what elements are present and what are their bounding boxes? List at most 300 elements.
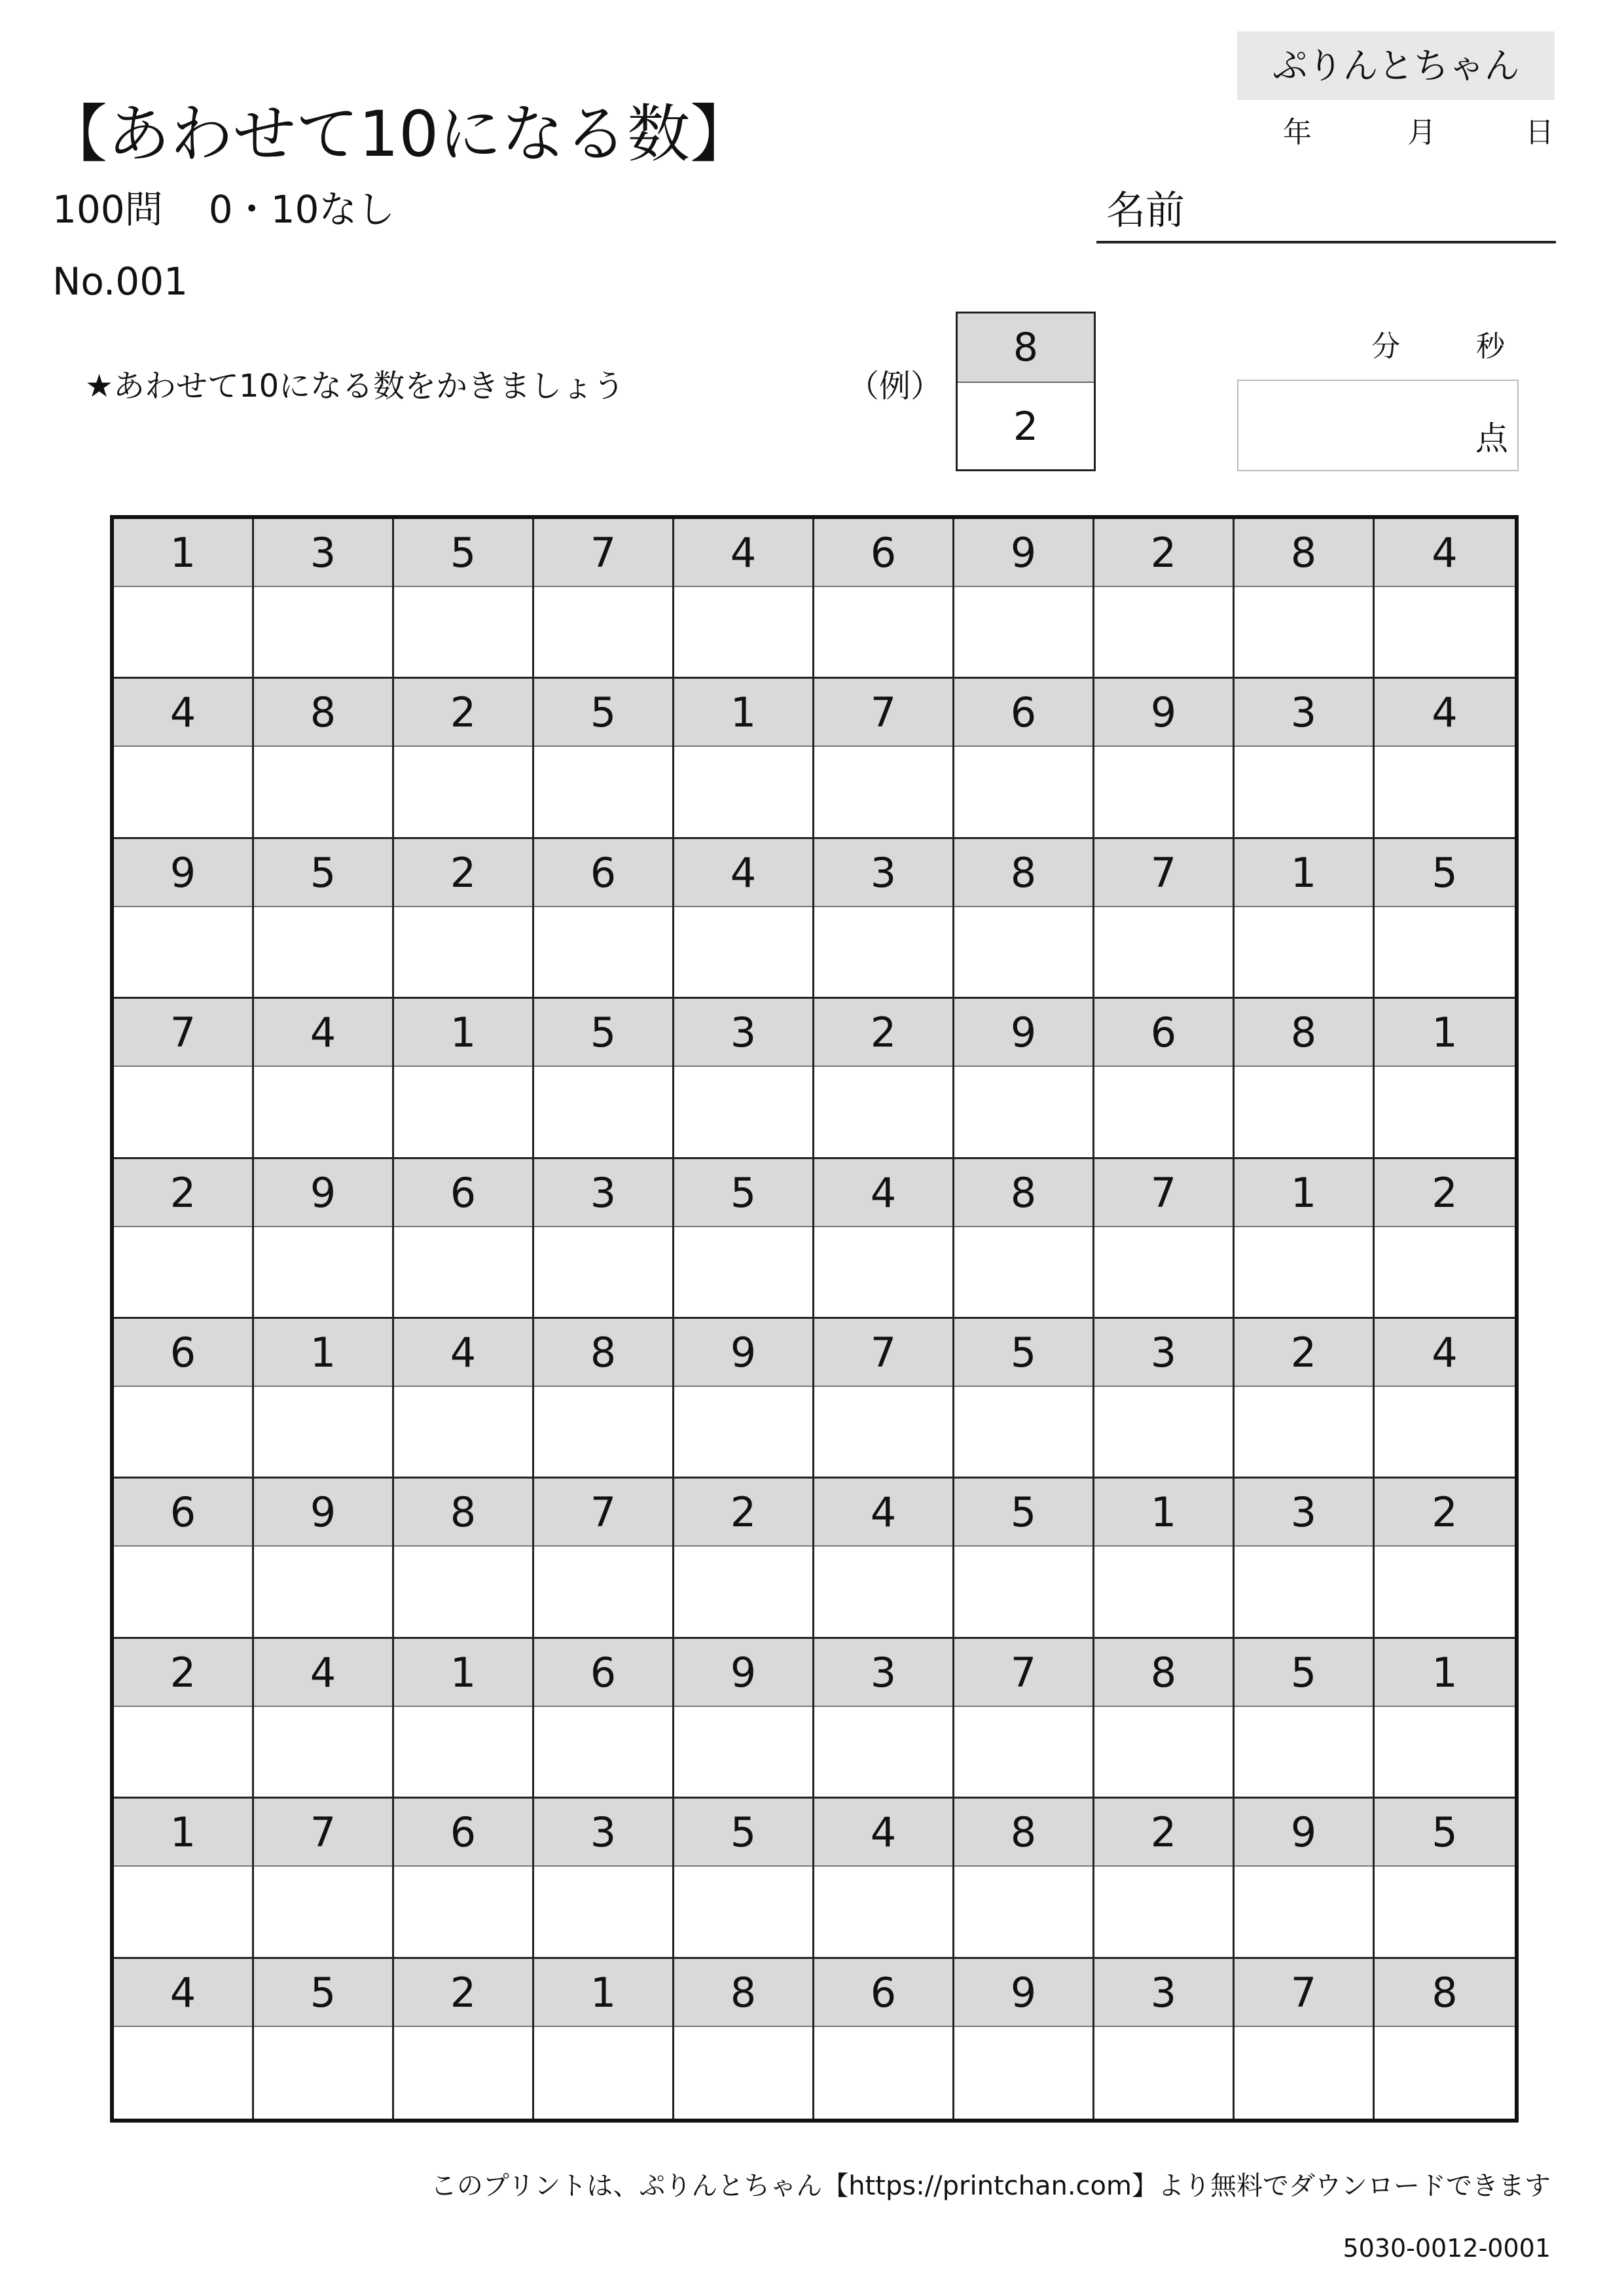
problem-number: 1 <box>1094 1479 1233 1547</box>
answer-box[interactable] <box>394 1547 532 1636</box>
answer-box[interactable] <box>254 1387 392 1477</box>
problem-cell <box>814 1159 954 1319</box>
answer-box[interactable] <box>674 1227 812 1317</box>
problem-number: 7 <box>814 679 952 747</box>
problem-number: 5 <box>674 1159 812 1227</box>
answer-box[interactable] <box>394 2027 532 2119</box>
answer-box[interactable] <box>954 1867 1092 1956</box>
problem-cell <box>814 1319 954 1479</box>
answer-box[interactable] <box>814 1227 952 1317</box>
problem-number: 3 <box>1094 1319 1233 1387</box>
problem-cell <box>674 1159 814 1319</box>
answer-box[interactable] <box>254 587 392 677</box>
answer-box[interactable] <box>394 1067 532 1157</box>
answer-box[interactable] <box>1094 2027 1233 2119</box>
answer-box[interactable] <box>394 1227 532 1317</box>
problem-cell <box>254 839 394 999</box>
problem-number: 4 <box>114 679 252 747</box>
example-answer: 2 <box>1013 404 1039 450</box>
answer-box[interactable] <box>1094 1387 1233 1477</box>
answer-box[interactable] <box>114 587 252 677</box>
problem-number: 4 <box>1375 519 1515 587</box>
problem-cell <box>1235 519 1375 679</box>
date-month-label: 月 <box>1407 116 1436 149</box>
problem-number: 1 <box>394 999 532 1067</box>
problem-cell <box>814 519 954 679</box>
answer-box[interactable] <box>394 587 532 677</box>
problem-cell <box>1235 999 1375 1158</box>
minute-label: 分 <box>1371 330 1400 363</box>
problem-cell <box>1375 1639 1515 1799</box>
problem-number: 4 <box>814 1159 952 1227</box>
footer-code: 5030-0012-0001 <box>1343 2234 1551 2263</box>
answer-box[interactable] <box>1235 747 1373 836</box>
problem-cell <box>254 1479 394 1638</box>
problem-cell <box>534 999 674 1158</box>
problem-number: 4 <box>254 1639 392 1707</box>
problem-cell <box>954 999 1094 1158</box>
time-fields <box>1348 324 1558 370</box>
problem-cell <box>394 679 534 838</box>
answer-box[interactable] <box>254 907 392 997</box>
problem-cell <box>674 1479 814 1638</box>
problem-cell <box>254 999 394 1158</box>
problem-number: 8 <box>1235 519 1373 587</box>
problem-cell <box>1094 519 1235 679</box>
answer-box[interactable] <box>954 2027 1092 2119</box>
answer-box[interactable] <box>814 587 952 677</box>
problem-number: 9 <box>1235 1799 1373 1867</box>
problem-number: 6 <box>394 1159 532 1227</box>
problem-cell <box>954 1639 1094 1799</box>
problem-cell <box>1235 839 1375 999</box>
problem-number: 7 <box>814 1319 952 1387</box>
problem-cell <box>114 839 254 999</box>
problem-cell <box>954 679 1094 838</box>
answer-box[interactable] <box>1235 1867 1373 1956</box>
answer-box[interactable] <box>954 907 1092 997</box>
problem-cell <box>1235 1639 1375 1799</box>
problem-cell <box>1375 519 1515 679</box>
problem-number: 6 <box>1094 999 1233 1067</box>
second-label: 秒 <box>1476 330 1505 363</box>
problem-number: 5 <box>1375 839 1515 907</box>
answer-box[interactable] <box>394 907 532 997</box>
subtitle <box>52 187 395 232</box>
problem-number: 6 <box>114 1479 252 1547</box>
problem-cell <box>534 519 674 679</box>
problem-number: 9 <box>954 519 1092 587</box>
footer-note: このプリントは、ぷりんとちゃん【https://printchan.com】より無料でダウンロードできます <box>430 2171 1551 2201</box>
answer-box[interactable] <box>1375 1387 1515 1477</box>
problem-cell <box>1094 999 1235 1158</box>
example-label: （例） <box>848 368 943 404</box>
problem-number: 5 <box>674 1799 812 1867</box>
answer-box[interactable] <box>1094 1227 1233 1317</box>
answer-box[interactable] <box>1235 1387 1373 1477</box>
problem-number: 2 <box>114 1639 252 1707</box>
answer-box[interactable] <box>954 587 1092 677</box>
problem-cell <box>534 839 674 999</box>
answer-box[interactable] <box>1375 1547 1515 1636</box>
problem-number: 8 <box>534 1319 672 1387</box>
answer-box[interactable] <box>1094 907 1233 997</box>
answer-box[interactable] <box>1235 2027 1373 2119</box>
answer-box[interactable] <box>1094 1707 1233 1797</box>
problem-cell <box>114 1799 254 1958</box>
problem-number: 8 <box>954 839 1092 907</box>
problem-cell <box>814 839 954 999</box>
problem-cell <box>954 1479 1094 1638</box>
problem-cell <box>814 1799 954 1958</box>
problem-cell <box>674 1959 814 2119</box>
answer-box[interactable] <box>394 1867 532 1956</box>
problem-number: 4 <box>1375 679 1515 747</box>
problem-cell <box>954 1959 1094 2119</box>
answer-box[interactable] <box>954 1707 1092 1797</box>
problem-number: 6 <box>814 1959 952 2027</box>
problem-cell <box>534 1959 674 2119</box>
problem-number: 7 <box>1094 839 1233 907</box>
rule-note: 0・10なし <box>208 187 395 232</box>
answer-box[interactable] <box>114 1387 252 1477</box>
problem-number: 7 <box>1094 1159 1233 1227</box>
problem-cell <box>534 1159 674 1319</box>
answer-box[interactable] <box>674 1547 812 1636</box>
problem-cell <box>114 519 254 679</box>
problem-number: 3 <box>1094 1959 1233 2027</box>
problem-number: 8 <box>394 1479 532 1547</box>
problem-cell <box>1094 1159 1235 1319</box>
answer-box[interactable] <box>254 1067 392 1157</box>
answer-box[interactable] <box>1375 1707 1515 1797</box>
problem-number: 5 <box>534 999 672 1067</box>
page-title: 【あわせて10になる数】 <box>45 98 753 171</box>
problem-number: 8 <box>954 1159 1092 1227</box>
answer-box[interactable] <box>534 907 672 997</box>
answer-box[interactable] <box>1235 587 1373 677</box>
answer-box[interactable] <box>394 747 532 836</box>
problem-cell <box>394 839 534 999</box>
problem-number: 5 <box>954 1479 1092 1547</box>
problem-cell <box>1094 1959 1235 2119</box>
score-box[interactable] <box>1237 380 1519 471</box>
problem-cell <box>1375 839 1515 999</box>
problem-cell <box>1375 679 1515 838</box>
answer-box[interactable] <box>1094 1547 1233 1636</box>
problem-cell <box>1094 839 1235 999</box>
answer-box[interactable] <box>674 747 812 836</box>
problem-number: 5 <box>1375 1799 1515 1867</box>
problem-cell <box>954 839 1094 999</box>
problem-cell <box>1235 1479 1375 1638</box>
problem-cell <box>1094 1479 1235 1638</box>
problem-number: 2 <box>1094 519 1233 587</box>
question-count: 100問 <box>52 187 163 232</box>
answer-box[interactable] <box>814 2027 952 2119</box>
problem-number: 4 <box>254 999 392 1067</box>
problem-cell <box>114 1959 254 2119</box>
answer-box[interactable] <box>814 1067 952 1157</box>
problem-number: 1 <box>674 679 812 747</box>
answer-box[interactable] <box>954 1067 1092 1157</box>
problem-cell <box>394 1319 534 1479</box>
problem-number: 1 <box>1235 839 1373 907</box>
problem-cell <box>1235 1959 1375 2119</box>
answer-box[interactable] <box>674 1867 812 1956</box>
problem-cell <box>1094 1319 1235 1479</box>
problem-number: 1 <box>1235 1159 1373 1227</box>
problem-number: 4 <box>814 1479 952 1547</box>
answer-box[interactable] <box>534 747 672 836</box>
problem-number: 7 <box>534 1479 672 1547</box>
answer-box[interactable] <box>1375 1227 1515 1317</box>
answer-box[interactable] <box>254 2027 392 2119</box>
problem-number: 2 <box>674 1479 812 1547</box>
answer-box[interactable] <box>534 1867 672 1956</box>
problem-number: 8 <box>954 1799 1092 1867</box>
problem-number: 2 <box>1375 1479 1515 1547</box>
problem-cell <box>1094 1799 1235 1958</box>
problem-number: 5 <box>954 1319 1092 1387</box>
answer-box[interactable] <box>254 1227 392 1317</box>
answer-box[interactable] <box>674 587 812 677</box>
problem-cell <box>814 999 954 1158</box>
problem-number: 1 <box>254 1319 392 1387</box>
sheet-number: No.001 <box>52 259 188 304</box>
problem-number: 3 <box>534 1799 672 1867</box>
problem-cell <box>114 1639 254 1799</box>
problem-cell <box>534 679 674 838</box>
answer-box[interactable] <box>814 1867 952 1956</box>
problem-number: 7 <box>1235 1959 1373 2027</box>
answer-box[interactable] <box>1094 587 1233 677</box>
answer-box[interactable] <box>814 747 952 836</box>
problem-cell <box>674 1639 814 1799</box>
answer-box[interactable] <box>534 587 672 677</box>
answer-box[interactable] <box>254 747 392 836</box>
answer-box[interactable] <box>534 1387 672 1477</box>
problem-number: 4 <box>394 1319 532 1387</box>
example-box <box>956 312 1096 471</box>
problem-number: 1 <box>1375 1639 1515 1707</box>
problem-grid <box>110 515 1519 2123</box>
answer-box[interactable] <box>1375 1067 1515 1157</box>
problem-number: 7 <box>954 1639 1092 1707</box>
answer-box[interactable] <box>674 1707 812 1797</box>
problem-number: 9 <box>114 839 252 907</box>
date-fields <box>1283 110 1558 156</box>
answer-box[interactable] <box>1375 2027 1515 2119</box>
answer-box[interactable] <box>674 1067 812 1157</box>
problem-number: 2 <box>814 999 952 1067</box>
problem-number: 2 <box>1235 1319 1373 1387</box>
answer-box[interactable] <box>674 1387 812 1477</box>
problem-number: 8 <box>1375 1959 1515 2027</box>
problem-cell <box>1094 679 1235 838</box>
problem-number: 9 <box>954 999 1092 1067</box>
problem-number: 1 <box>1375 999 1515 1067</box>
answer-box[interactable] <box>1375 587 1515 677</box>
problem-number: 8 <box>254 679 392 747</box>
answer-box[interactable] <box>1235 1547 1373 1636</box>
example-question: 8 <box>958 314 1094 383</box>
problem-number: 9 <box>1094 679 1233 747</box>
answer-box[interactable] <box>1375 907 1515 997</box>
problem-cell <box>114 1319 254 1479</box>
problem-number: 6 <box>534 1639 672 1707</box>
answer-box[interactable] <box>1094 1867 1233 1956</box>
problem-number: 5 <box>394 519 532 587</box>
problem-cell <box>674 839 814 999</box>
answer-box[interactable] <box>674 907 812 997</box>
answer-box[interactable] <box>534 1707 672 1797</box>
problem-number: 2 <box>394 679 532 747</box>
problem-number: 3 <box>814 839 952 907</box>
answer-box[interactable] <box>1094 1067 1233 1157</box>
problem-number: 6 <box>114 1319 252 1387</box>
problem-number: 8 <box>1094 1639 1233 1707</box>
points-label: 点 <box>1475 420 1508 457</box>
problem-cell <box>814 1959 954 2119</box>
problem-cell <box>674 519 814 679</box>
problem-number: 2 <box>114 1159 252 1227</box>
answer-box[interactable] <box>534 1547 672 1636</box>
answer-box[interactable] <box>394 1387 532 1477</box>
answer-box[interactable] <box>114 1707 252 1797</box>
name-label: 名前 <box>1106 188 1185 234</box>
answer-box[interactable] <box>1094 747 1233 836</box>
problem-cell <box>394 1479 534 1638</box>
problem-cell <box>254 1159 394 1319</box>
answer-box[interactable] <box>814 907 952 997</box>
problem-number: 8 <box>1235 999 1373 1067</box>
problem-cell <box>114 999 254 1158</box>
problem-cell <box>1375 1959 1515 2119</box>
problem-cell <box>114 1479 254 1638</box>
problem-cell <box>1235 1799 1375 1958</box>
problem-number: 9 <box>954 1959 1092 2027</box>
problem-cell <box>814 1639 954 1799</box>
answer-box[interactable] <box>954 747 1092 836</box>
problem-number: 2 <box>394 1959 532 2027</box>
problem-cell <box>954 1319 1094 1479</box>
answer-box[interactable] <box>1235 1067 1373 1157</box>
problem-cell <box>1375 1319 1515 1479</box>
problem-cell <box>534 1319 674 1479</box>
problem-number: 3 <box>1235 679 1373 747</box>
problem-number: 5 <box>534 679 672 747</box>
problem-cell <box>1375 1159 1515 1319</box>
answer-box[interactable] <box>814 1547 952 1636</box>
problem-number: 7 <box>114 999 252 1067</box>
problem-cell <box>954 1799 1094 1958</box>
problem-cell <box>534 1479 674 1638</box>
problem-number: 2 <box>394 839 532 907</box>
problem-cell <box>394 999 534 1158</box>
problem-cell <box>534 1799 674 1958</box>
problem-number: 8 <box>674 1959 812 2027</box>
name-input-line[interactable] <box>1096 241 1556 243</box>
problem-cell <box>254 519 394 679</box>
problem-number: 9 <box>674 1639 812 1707</box>
problem-number: 9 <box>254 1159 392 1227</box>
answer-box[interactable] <box>254 1707 392 1797</box>
answer-box[interactable] <box>114 1547 252 1636</box>
answer-box[interactable] <box>114 1067 252 1157</box>
answer-box[interactable] <box>1235 907 1373 997</box>
problem-number: 2 <box>1094 1799 1233 1867</box>
problem-cell <box>394 1159 534 1319</box>
answer-box[interactable] <box>954 1547 1092 1636</box>
problem-cell <box>1094 1639 1235 1799</box>
answer-box[interactable] <box>1235 1707 1373 1797</box>
problem-cell <box>954 1159 1094 1319</box>
problem-cell <box>114 1159 254 1319</box>
problem-cell <box>674 1799 814 1958</box>
answer-box[interactable] <box>814 1707 952 1797</box>
problem-cell <box>1375 1479 1515 1638</box>
answer-box[interactable] <box>954 1227 1092 1317</box>
problem-cell <box>814 679 954 838</box>
problem-cell <box>534 1639 674 1799</box>
problem-number: 5 <box>254 839 392 907</box>
problem-cell <box>1375 1799 1515 1958</box>
problem-cell <box>254 1799 394 1958</box>
problem-cell <box>394 519 534 679</box>
problem-number: 4 <box>814 1799 952 1867</box>
problem-number: 3 <box>814 1639 952 1707</box>
answer-box[interactable] <box>114 2027 252 2119</box>
answer-box[interactable] <box>254 1547 392 1636</box>
answer-box[interactable] <box>394 1707 532 1797</box>
problem-cell <box>114 679 254 838</box>
answer-box[interactable] <box>114 747 252 836</box>
answer-box[interactable] <box>1375 1867 1515 1956</box>
answer-box[interactable] <box>674 2027 812 2119</box>
problem-number: 1 <box>114 1799 252 1867</box>
answer-box[interactable] <box>534 1227 672 1317</box>
answer-box[interactable] <box>1235 1227 1373 1317</box>
answer-box[interactable] <box>814 1387 952 1477</box>
problem-cell <box>394 1799 534 1958</box>
problem-number: 3 <box>254 519 392 587</box>
answer-box[interactable] <box>534 2027 672 2119</box>
problem-number: 1 <box>394 1639 532 1707</box>
answer-box[interactable] <box>1375 747 1515 836</box>
answer-box[interactable] <box>254 1867 392 1956</box>
answer-box[interactable] <box>954 1387 1092 1477</box>
answer-box[interactable] <box>114 1867 252 1956</box>
problem-number: 6 <box>534 839 672 907</box>
problem-number: 6 <box>394 1799 532 1867</box>
problem-number: 1 <box>534 1959 672 2027</box>
instruction-text: ★あわせて10になる数をかきましょう <box>85 368 625 404</box>
problem-cell <box>394 1959 534 2119</box>
problem-number: 9 <box>254 1479 392 1547</box>
problem-cell <box>954 519 1094 679</box>
problem-cell <box>814 1479 954 1638</box>
answer-box[interactable] <box>114 907 252 997</box>
answer-box[interactable] <box>114 1227 252 1317</box>
problem-number: 5 <box>254 1959 392 2027</box>
problem-number: 7 <box>534 519 672 587</box>
problem-cell <box>254 679 394 838</box>
problem-cell <box>674 1319 814 1479</box>
problem-number: 4 <box>1375 1319 1515 1387</box>
answer-box[interactable] <box>534 1067 672 1157</box>
problem-number: 5 <box>1235 1639 1373 1707</box>
